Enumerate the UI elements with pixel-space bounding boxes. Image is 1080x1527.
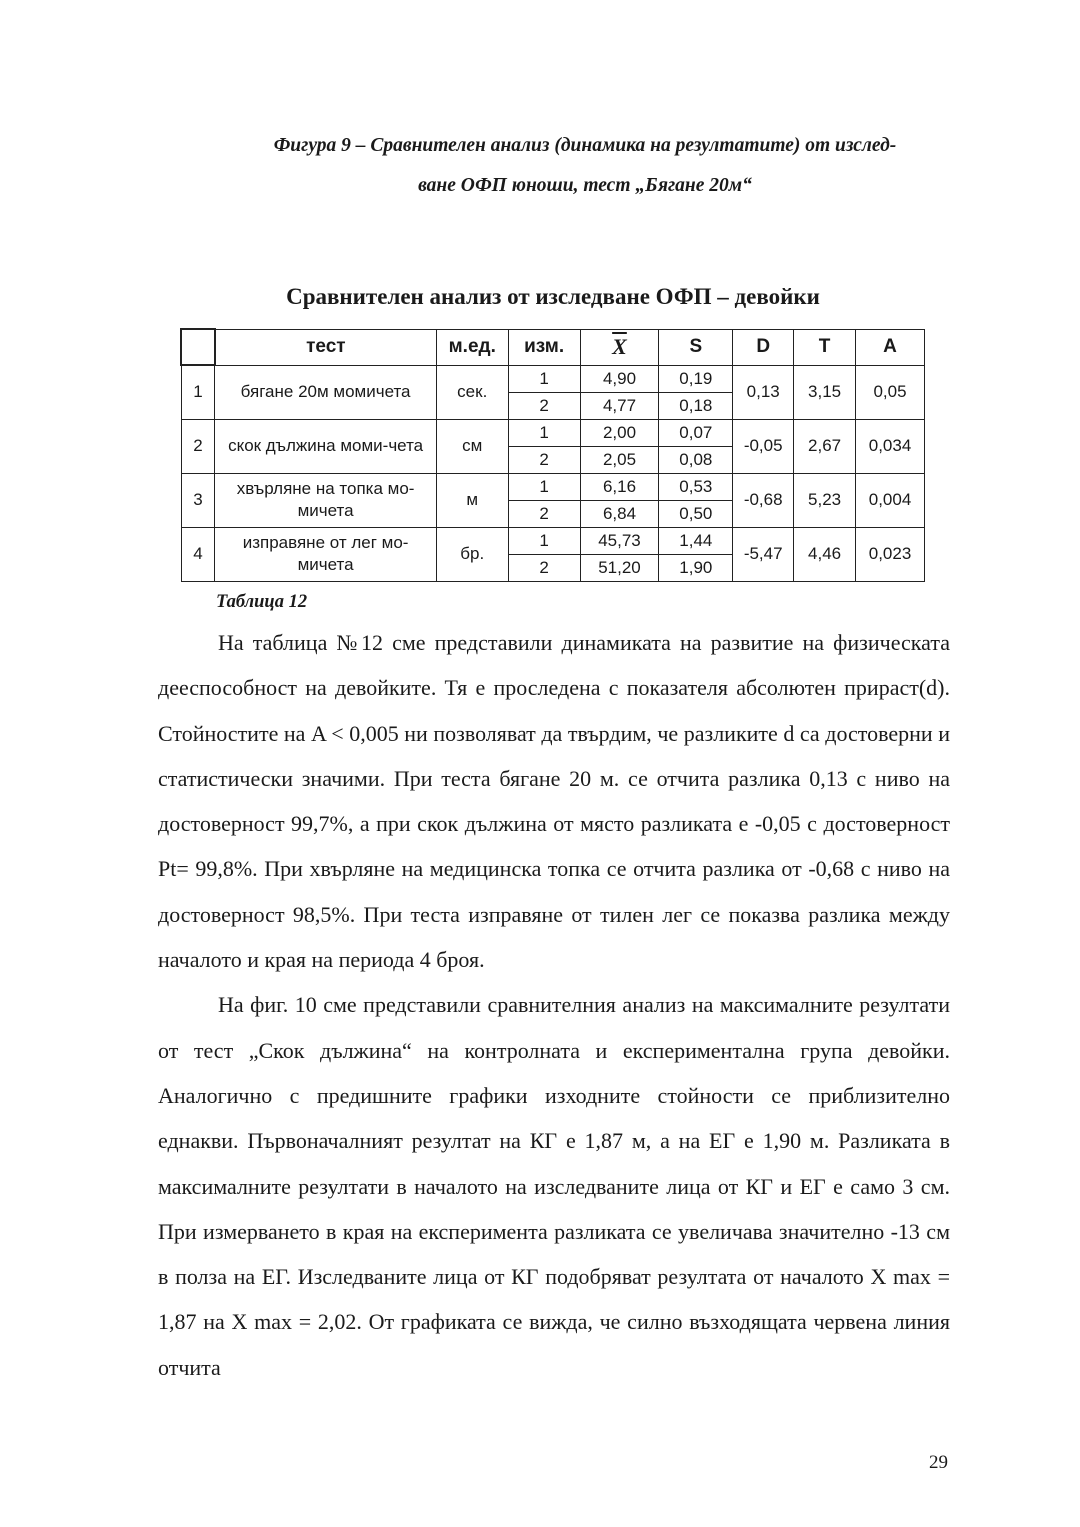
t-cell: 2,67	[794, 419, 856, 473]
row-number: 1	[181, 365, 215, 419]
header-unit: м.ед.	[436, 329, 508, 365]
figure-caption	[160, 126, 1010, 206]
header-a: A	[856, 329, 925, 365]
unit-cell: см	[436, 419, 508, 473]
test-name: изправяне от лег мо-мичета	[215, 527, 436, 581]
d-cell: -5,47	[733, 527, 794, 581]
unit-cell: бр.	[436, 527, 508, 581]
a-cell: 0,004	[856, 473, 925, 527]
table-label: Таблица 12	[216, 592, 308, 612]
s-cell: 1,90	[659, 554, 733, 581]
measurement-cell: 1	[508, 419, 580, 446]
header-test: тест	[215, 329, 436, 365]
test-name: бягане 20м момичета	[215, 365, 436, 419]
s-cell: 0,53	[659, 473, 733, 500]
s-cell: 0,19	[659, 365, 733, 392]
a-cell: 0,034	[856, 419, 925, 473]
s-cell: 0,18	[659, 392, 733, 419]
measurement-cell: 1	[508, 473, 580, 500]
unit-cell: сек.	[436, 365, 508, 419]
test-name: скок дължина моми-чета	[215, 419, 436, 473]
measurement-cell: 2	[508, 446, 580, 473]
page-number: 29	[929, 1452, 948, 1473]
mean-cell: 6,16	[580, 473, 659, 500]
s-cell: 0,08	[659, 446, 733, 473]
measurement-cell: 2	[508, 554, 580, 581]
mean-symbol: $\overline{X}$	[612, 334, 627, 359]
mean-cell: 45,73	[580, 527, 659, 554]
mean-cell: 51,20	[580, 554, 659, 581]
d-cell: 0,13	[733, 365, 794, 419]
mean-cell: 2,00	[580, 419, 659, 446]
t-cell: 4,46	[794, 527, 856, 581]
d-cell: -0,05	[733, 419, 794, 473]
paragraph: На фиг. 10 сме представили сравнителния анализ на максималните резултати от тест „Скок дължина“ на контролната и експериментална група девойки. Аналогично с предишните графики изходните стойности се приблизително еднакви. Първоначалният резултат на КГ е 1,87 м, а на ЕГ е 1,90 м. Разликата в максималните резултати в началото на изследваните лица от КГ и ЕГ е само 3 см. При измерването в края на експеримента разликата се увеличава значително -13 см в полза на ЕГ. Изследваните лица от КГ подобряват резултата от началото X max = 1,87 на X max = 2,02. От графиката се вижда, че силно възходящата червена линия отчита	[158, 992, 950, 1380]
t-cell: 5,23	[794, 473, 856, 527]
row-number: 2	[181, 419, 215, 473]
header-d: D	[733, 329, 794, 365]
a-cell: 0,023	[856, 527, 925, 581]
header-s: S	[659, 329, 733, 365]
table-header-row	[181, 329, 925, 365]
body-text	[158, 620, 950, 1390]
mean-cell: 2,05	[580, 446, 659, 473]
header-index	[181, 329, 215, 365]
row-number: 4	[181, 527, 215, 581]
results-table	[180, 328, 925, 582]
figure-caption-line-1: Фигура 9 – Сравнителен анализ (динамика на резултатите) от изслед-	[273, 135, 897, 156]
measurement-cell: 1	[508, 527, 580, 554]
header-measurement: изм.	[508, 329, 580, 365]
table-row	[181, 527, 925, 554]
row-number: 3	[181, 473, 215, 527]
s-cell: 0,50	[659, 500, 733, 527]
mean-cell: 6,84	[580, 500, 659, 527]
unit-cell: м	[436, 473, 508, 527]
mean-cell: 4,77	[580, 392, 659, 419]
a-cell: 0,05	[856, 365, 925, 419]
t-cell: 3,15	[794, 365, 856, 419]
table-row	[181, 419, 925, 446]
header-mean	[580, 329, 659, 365]
mean-cell: 4,90	[580, 365, 659, 392]
s-cell: 1,44	[659, 527, 733, 554]
table-row	[181, 365, 925, 392]
figure-caption-line-2: ване ОФП юноши, тест „Бягане 20м“	[418, 175, 752, 196]
table-row	[181, 473, 925, 500]
s-cell: 0,07	[659, 419, 733, 446]
measurement-cell: 2	[508, 500, 580, 527]
measurement-cell: 2	[508, 392, 580, 419]
table-title: Сравнителен анализ от изследване ОФП – девойки	[286, 284, 820, 309]
paragraph: На таблица №12 сме представили динамиката на развитие на физическата дееспособност на девойките. Тя е проследена с показателя абсолютен прираст(d). Стойностите на A < 0,005 ни позволяват да твърдим, че разликите d са достоверни и статистически значими. При теста бягане 20 м. се отчита разлика 0,13 с ниво на достоверност 99,7%, а при скок дължина от място разликата е -0,05 с достоверност Pt= 99,8%. При хвърляне на медицинска топка се отчита разлика от -0,68 с ниво на достоверност 98,5%. При теста изправяне от тилен лег се показва разлика между началото и края на периода 4 броя.	[158, 630, 950, 973]
measurement-cell: 1	[508, 365, 580, 392]
test-name: хвърляне на топка мо-мичета	[215, 473, 436, 527]
header-t: T	[794, 329, 856, 365]
d-cell: -0,68	[733, 473, 794, 527]
